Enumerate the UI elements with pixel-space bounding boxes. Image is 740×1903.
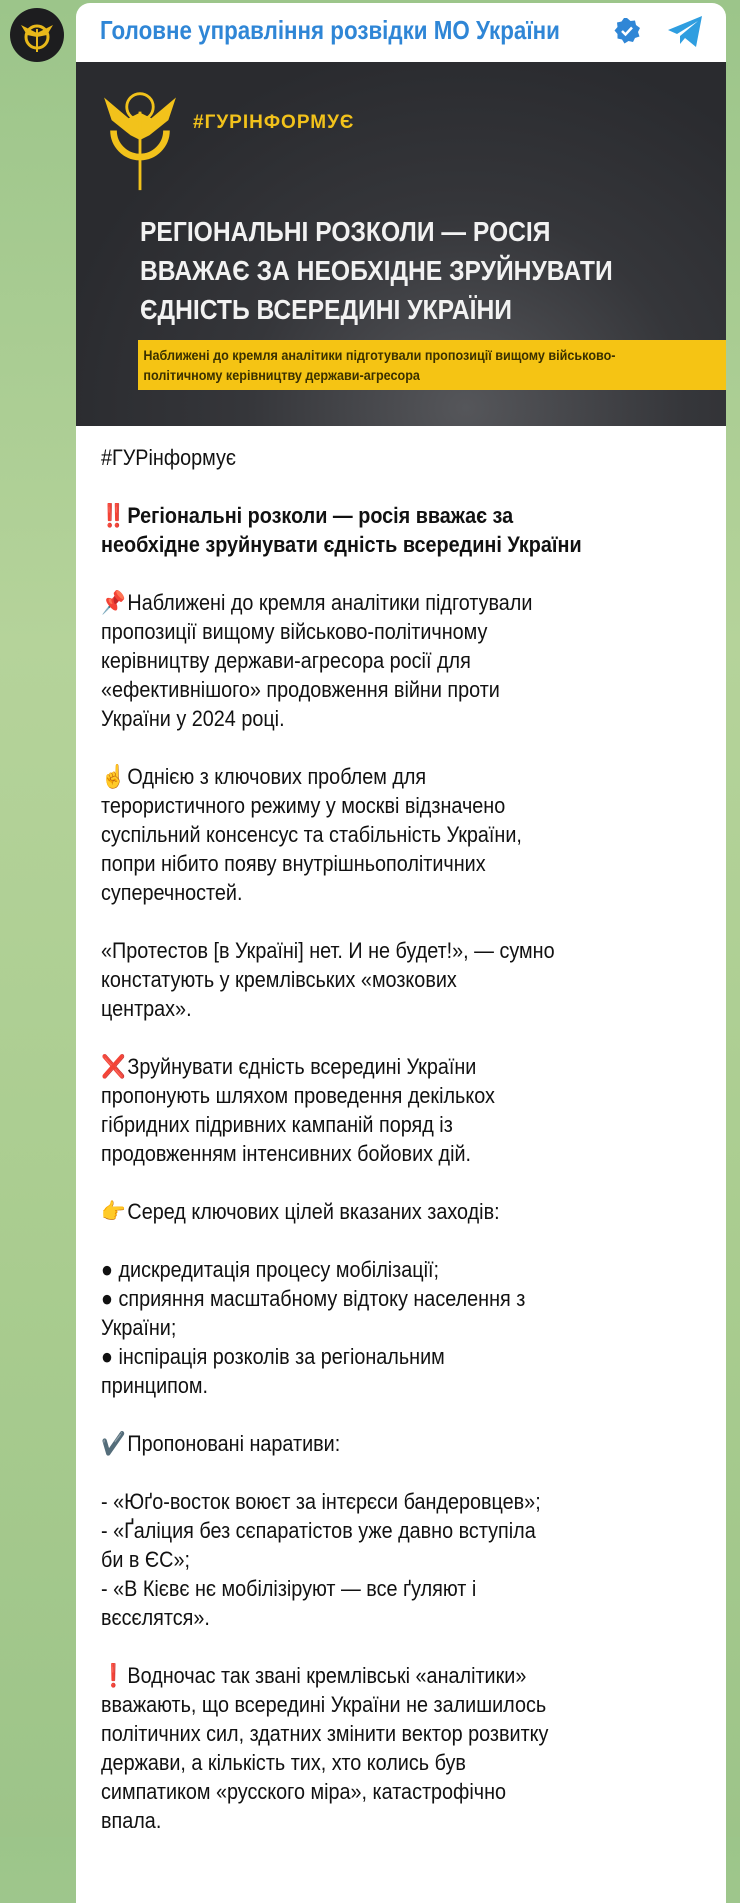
post-line-text: вважають, що всередині України не залишилось bbox=[101, 1692, 547, 1717]
post-line bbox=[101, 588, 664, 617]
post-line bbox=[101, 1574, 664, 1603]
post-line bbox=[101, 1516, 664, 1545]
post-paragraph bbox=[101, 1052, 726, 1168]
message-header bbox=[76, 3, 726, 62]
post-line-text: Наближені до кремля аналітики підготували bbox=[127, 590, 533, 615]
post-paragraph bbox=[101, 1429, 726, 1458]
post-line-text: Водночас так звані кремлівські «аналітики» bbox=[127, 1663, 527, 1688]
post-paragraph bbox=[101, 1661, 726, 1835]
post-paragraph bbox=[101, 501, 726, 559]
post-line-text: політичних сил, здатних змінити вектор розвитку bbox=[101, 1721, 549, 1746]
post-paragraph bbox=[101, 1197, 726, 1226]
emoji-icon: 📌 bbox=[101, 590, 126, 615]
post-paragraph bbox=[101, 443, 726, 472]
post-line-text: України у 2024 році. bbox=[101, 706, 285, 731]
post-line-text: продовженням інтенсивних бойових дій. bbox=[101, 1141, 472, 1166]
post-line-text: принципом. bbox=[101, 1373, 208, 1398]
post-line-text: терористичного режиму у москві відзначено bbox=[101, 793, 506, 818]
post-line bbox=[101, 1081, 664, 1110]
post-line bbox=[101, 1545, 664, 1574]
channel-name[interactable]: Головне управління розвідки МО України bbox=[100, 15, 560, 45]
post-text bbox=[101, 443, 726, 1864]
gur-emblem-icon bbox=[17, 15, 57, 55]
post-line bbox=[101, 936, 664, 965]
post-line-text: #ГУРінформує bbox=[101, 445, 237, 470]
post-line-text: Однією з ключових проблем для bbox=[127, 764, 427, 789]
emoji-icon: ✔️ bbox=[101, 1431, 126, 1456]
banner-hashtag: #ГУРІНФОРМУЄ bbox=[193, 112, 355, 133]
post-line-text: ● сприяння масштабному відтоку населення з bbox=[101, 1286, 526, 1311]
post-line-text: ● інспірація розколів за регіональним bbox=[101, 1344, 445, 1369]
post-line bbox=[101, 1255, 664, 1284]
post-line bbox=[101, 646, 664, 675]
emoji-icon: ☝️ bbox=[101, 764, 126, 789]
post-line bbox=[101, 1690, 664, 1719]
message-bubble bbox=[76, 3, 726, 1903]
post-line-text: констатують у кремлівських «мозкових bbox=[101, 967, 457, 992]
telegram-icon[interactable] bbox=[666, 14, 706, 50]
post-line bbox=[101, 443, 664, 472]
post-line bbox=[101, 617, 664, 646]
post-image-banner[interactable] bbox=[76, 62, 726, 426]
headline-line: ВВАЖАЄ ЗА НЕОБХІДНЕ ЗРУЙНУВАТИ bbox=[140, 255, 613, 286]
post-line bbox=[101, 791, 664, 820]
post-line bbox=[101, 1052, 664, 1081]
post-line-text: гібридних підривних кампаній поряд із bbox=[101, 1112, 453, 1137]
headline-line: ЄДНІСТЬ ВСЕРЕДИНІ УКРАЇНИ bbox=[140, 294, 512, 325]
post-line bbox=[101, 1487, 664, 1516]
headline-line: РЕГІОНАЛЬНІ РОЗКОЛИ — РОСІЯ bbox=[140, 216, 551, 247]
post-line-text: «Протестов [в Україні] нет. И не будет!», — сумно bbox=[101, 938, 555, 963]
post-line-text: «ефективнішого» продовження війни проти bbox=[101, 677, 500, 702]
post-line bbox=[101, 675, 664, 704]
post-line bbox=[101, 762, 664, 791]
post-line bbox=[101, 1139, 664, 1168]
post-line-text: Регіональні розколи — росія вважає за bbox=[127, 503, 514, 528]
subtitle-line: політичному керівництву держави-агресора bbox=[143, 367, 420, 383]
post-line bbox=[101, 1110, 664, 1139]
post-line bbox=[101, 1429, 664, 1458]
post-line bbox=[101, 1661, 664, 1690]
post-line bbox=[101, 878, 664, 907]
post-line-text: держави, а кількість тих, хто колись був bbox=[101, 1750, 466, 1775]
post-line-text: суспільний консенсус та стабільність України, bbox=[101, 822, 522, 847]
post-line bbox=[101, 1284, 664, 1313]
post-line-text: симпатиком «русского міра», катастрофічно bbox=[101, 1779, 507, 1804]
post-paragraph bbox=[101, 936, 726, 1023]
post-line bbox=[101, 1719, 664, 1748]
post-paragraph bbox=[101, 588, 726, 733]
post-paragraph bbox=[101, 1255, 726, 1400]
subtitle-line: Наближені до кремля аналітики підготували пропозиції вищому військово- bbox=[143, 347, 616, 363]
banner-subtitle bbox=[138, 340, 726, 390]
post-line bbox=[101, 1603, 664, 1632]
emoji-icon: ❗ bbox=[101, 1663, 126, 1688]
post-line-text: пропонують шляхом проведення декількох bbox=[101, 1083, 495, 1108]
post-line-text: би в ЄС»; bbox=[101, 1547, 190, 1572]
post-line-text: України; bbox=[101, 1315, 177, 1340]
post-line bbox=[101, 501, 664, 530]
post-line-text: центрах». bbox=[101, 996, 192, 1021]
post-line bbox=[101, 1806, 664, 1835]
post-line bbox=[101, 1342, 664, 1371]
post-line-text: - «В Кієвє нє мобілізіруют — все ґуляют і bbox=[101, 1576, 477, 1601]
channel-avatar[interactable] bbox=[10, 8, 64, 62]
post-line bbox=[101, 1371, 664, 1400]
post-line bbox=[101, 1313, 664, 1342]
post-line-text: попри нібито появу внутрішньополітичних bbox=[101, 851, 486, 876]
post-line bbox=[101, 530, 664, 559]
post-line-text: - «Ґаліция без сєпаратістов уже давно вступіла bbox=[101, 1518, 536, 1543]
post-line-text: Зруйнувати єдність всередині України bbox=[127, 1054, 477, 1079]
post-line-text: суперечностей. bbox=[101, 880, 243, 905]
post-line bbox=[101, 1777, 664, 1806]
emoji-icon: ‼️ bbox=[101, 503, 126, 528]
post-line bbox=[101, 994, 664, 1023]
verified-badge-icon bbox=[612, 16, 642, 46]
post-line-text: Серед ключових цілей вказаних заходів: bbox=[127, 1199, 500, 1224]
post-line-text: вєсєлятся». bbox=[101, 1605, 210, 1630]
post-line bbox=[101, 704, 664, 733]
post-line bbox=[101, 965, 664, 994]
gur-emblem-icon bbox=[102, 88, 178, 192]
post-line-text: Пропоновані наративи: bbox=[127, 1431, 341, 1456]
post-line-text: ● дискредитація процесу мобілізації; bbox=[101, 1257, 439, 1282]
post-line-text: пропозиції вищому військово-політичному bbox=[101, 619, 488, 644]
post-line-text: впала. bbox=[101, 1808, 162, 1833]
post-line bbox=[101, 820, 664, 849]
post-paragraph bbox=[101, 1487, 726, 1632]
post-line-text: необхідне зруйнувати єдність всередині України bbox=[101, 532, 582, 557]
post-line bbox=[101, 1748, 664, 1777]
emoji-icon: ❌ bbox=[101, 1054, 126, 1079]
post-line-text: керівництву держави-агресора росії для bbox=[101, 648, 471, 673]
emoji-icon: 👉 bbox=[101, 1199, 126, 1224]
post-line-text: - «Юґо-восток воюєт за інтєрєси бандеровцев»; bbox=[101, 1489, 541, 1514]
post-line bbox=[101, 1197, 664, 1226]
banner-headline bbox=[140, 212, 613, 329]
post-paragraph bbox=[101, 762, 726, 907]
post-line bbox=[101, 849, 664, 878]
